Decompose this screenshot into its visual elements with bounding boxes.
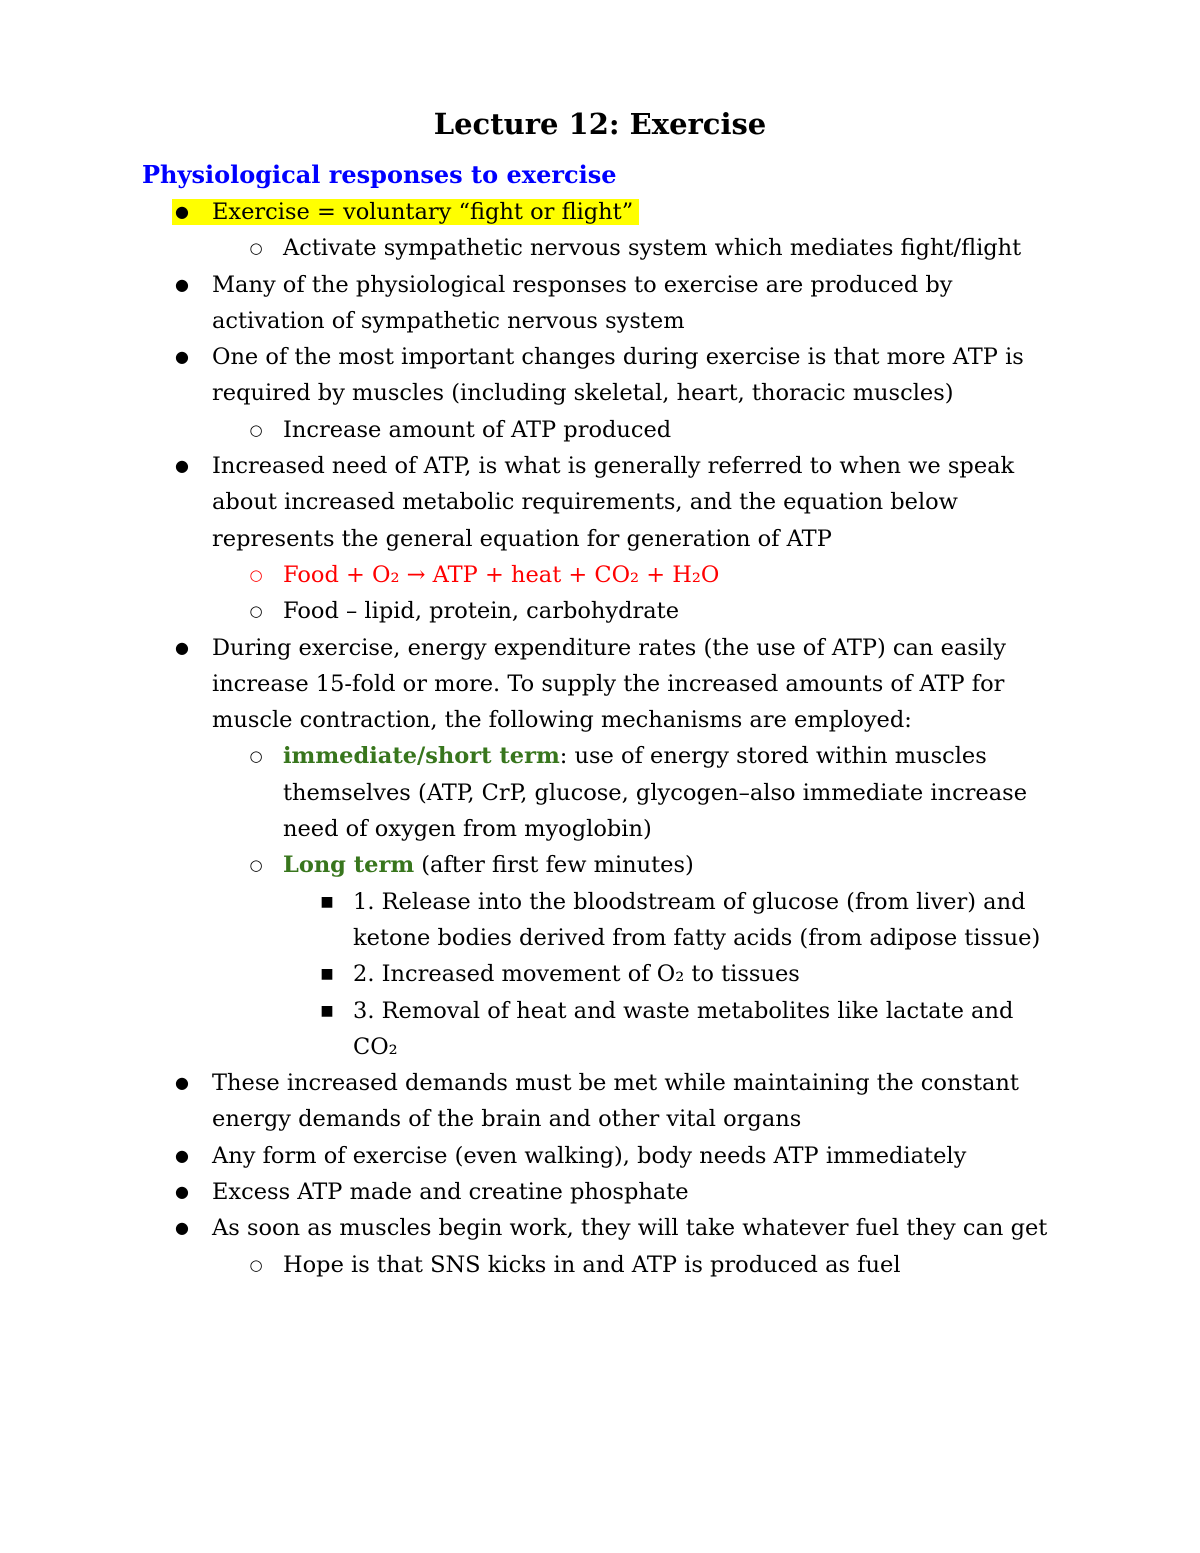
- list-item: [0, 339, 1062, 412]
- bullet-icon: ●: [175, 456, 189, 476]
- list-item: [0, 1210, 1062, 1246]
- item-text: Hope is that SNS kicks in and ATP is produced as fuel: [283, 1251, 901, 1278]
- list-item: [0, 630, 1062, 739]
- bullet-icon: ●: [175, 1218, 189, 1238]
- equation-text: Food + O₂ → ATP + heat + CO₂ + H₂O: [283, 561, 720, 588]
- list-item: [0, 738, 1063, 847]
- item-text: 1. Release into the bloodstream of glucose (from liver) and ketone bodies derived from fatty acids (from adipose tissue): [353, 888, 1041, 951]
- item-text: 2. Increased movement of O₂ to tissues: [353, 961, 800, 988]
- circle-bullet-icon: ○: [249, 602, 263, 621]
- item-text: Many of the physiological responses to exercise are produced by activation of sympathetic nervous system: [212, 271, 953, 334]
- list-item: [0, 557, 1063, 593]
- bullet-list: [0, 194, 1200, 1283]
- page-title: Lecture 12: Exercise: [433, 107, 767, 141]
- list-item: [0, 956, 1065, 992]
- item-text: Any form of exercise (even walking), body needs ATP immediately: [212, 1142, 967, 1169]
- item-text: One of the most important changes during exercise is that more ATP is required by muscles (including skeletal, heart, thoracic muscles): [212, 344, 1024, 407]
- bullet-icon: ●: [175, 347, 189, 367]
- item-text: : use of energy stored within muscles themselves (ATP, CrP, glucose, glycogen–also immediate increase need of oxygen from myoglobin): [283, 743, 1028, 843]
- bullet-icon: ●: [175, 202, 189, 221]
- square-bullet-icon: ■: [320, 893, 334, 910]
- highlighted-text: Exercise = voluntary “fight or flight”: [172, 199, 639, 225]
- bullet-icon: ●: [175, 1145, 189, 1165]
- list-item: [0, 993, 1065, 1066]
- list-item: [0, 1138, 1062, 1174]
- item-text: Excess ATP made and creatine phosphate: [212, 1179, 689, 1206]
- item-text: Increased need of ATP, is what is generally referred to when we speak about increased metabolic requirements, and the equation below represents the general equation for generation of ATP: [212, 453, 1015, 552]
- emphasis-label: immediate/short term: [283, 743, 560, 770]
- circle-bullet-icon: ○: [249, 420, 263, 439]
- list-item: [0, 1174, 1062, 1210]
- circle-bullet-icon: ○: [249, 856, 263, 875]
- list-item: [0, 194, 1062, 230]
- item-text: These increased demands must be met while maintaining the constant energy demands of the brain and other vital organs: [212, 1070, 1019, 1133]
- circle-bullet-icon: ○: [249, 1255, 263, 1274]
- item-text: (after first few minutes): [414, 852, 694, 879]
- circle-bullet-icon: ○: [249, 565, 263, 584]
- bullet-icon: ●: [175, 637, 189, 657]
- item-text: During exercise, energy expenditure rates (the use of ATP) can easily increase 15-fold or more. To supply the increased amounts of ATP for muscle contraction, the following mechanisms are employed:: [212, 634, 1006, 734]
- square-bullet-icon: ■: [320, 1002, 334, 1019]
- emphasis-label: Long term: [283, 852, 415, 879]
- bullet-icon: ●: [175, 1073, 189, 1093]
- list-item: [0, 448, 1062, 557]
- list-item: [0, 593, 1063, 629]
- section-heading: Physiological responses to exercise: [142, 160, 617, 189]
- circle-bullet-icon: ○: [249, 747, 263, 766]
- bullet-icon: ●: [175, 1182, 189, 1202]
- item-text: As soon as muscles begin work, they will take whatever fuel they can get: [212, 1215, 1048, 1242]
- item-text: Food – lipid, protein, carbohydrate: [283, 598, 680, 625]
- list-item: [0, 847, 1063, 883]
- circle-bullet-icon: ○: [249, 239, 263, 258]
- list-item: [0, 412, 1063, 448]
- list-item: [0, 230, 1063, 266]
- bullet-icon: ●: [175, 274, 189, 294]
- list-item: [0, 884, 1065, 957]
- item-text: Activate sympathetic nervous system which mediates fight/flight: [283, 235, 1022, 262]
- square-bullet-icon: ■: [320, 966, 334, 983]
- item-text: 3. Removal of heat and waste metabolites like lactate and CO₂: [353, 997, 1014, 1060]
- list-item: [0, 1247, 1063, 1283]
- item-text: Increase amount of ATP produced: [283, 416, 672, 443]
- list-item: [0, 267, 1062, 340]
- list-item: [0, 1065, 1062, 1138]
